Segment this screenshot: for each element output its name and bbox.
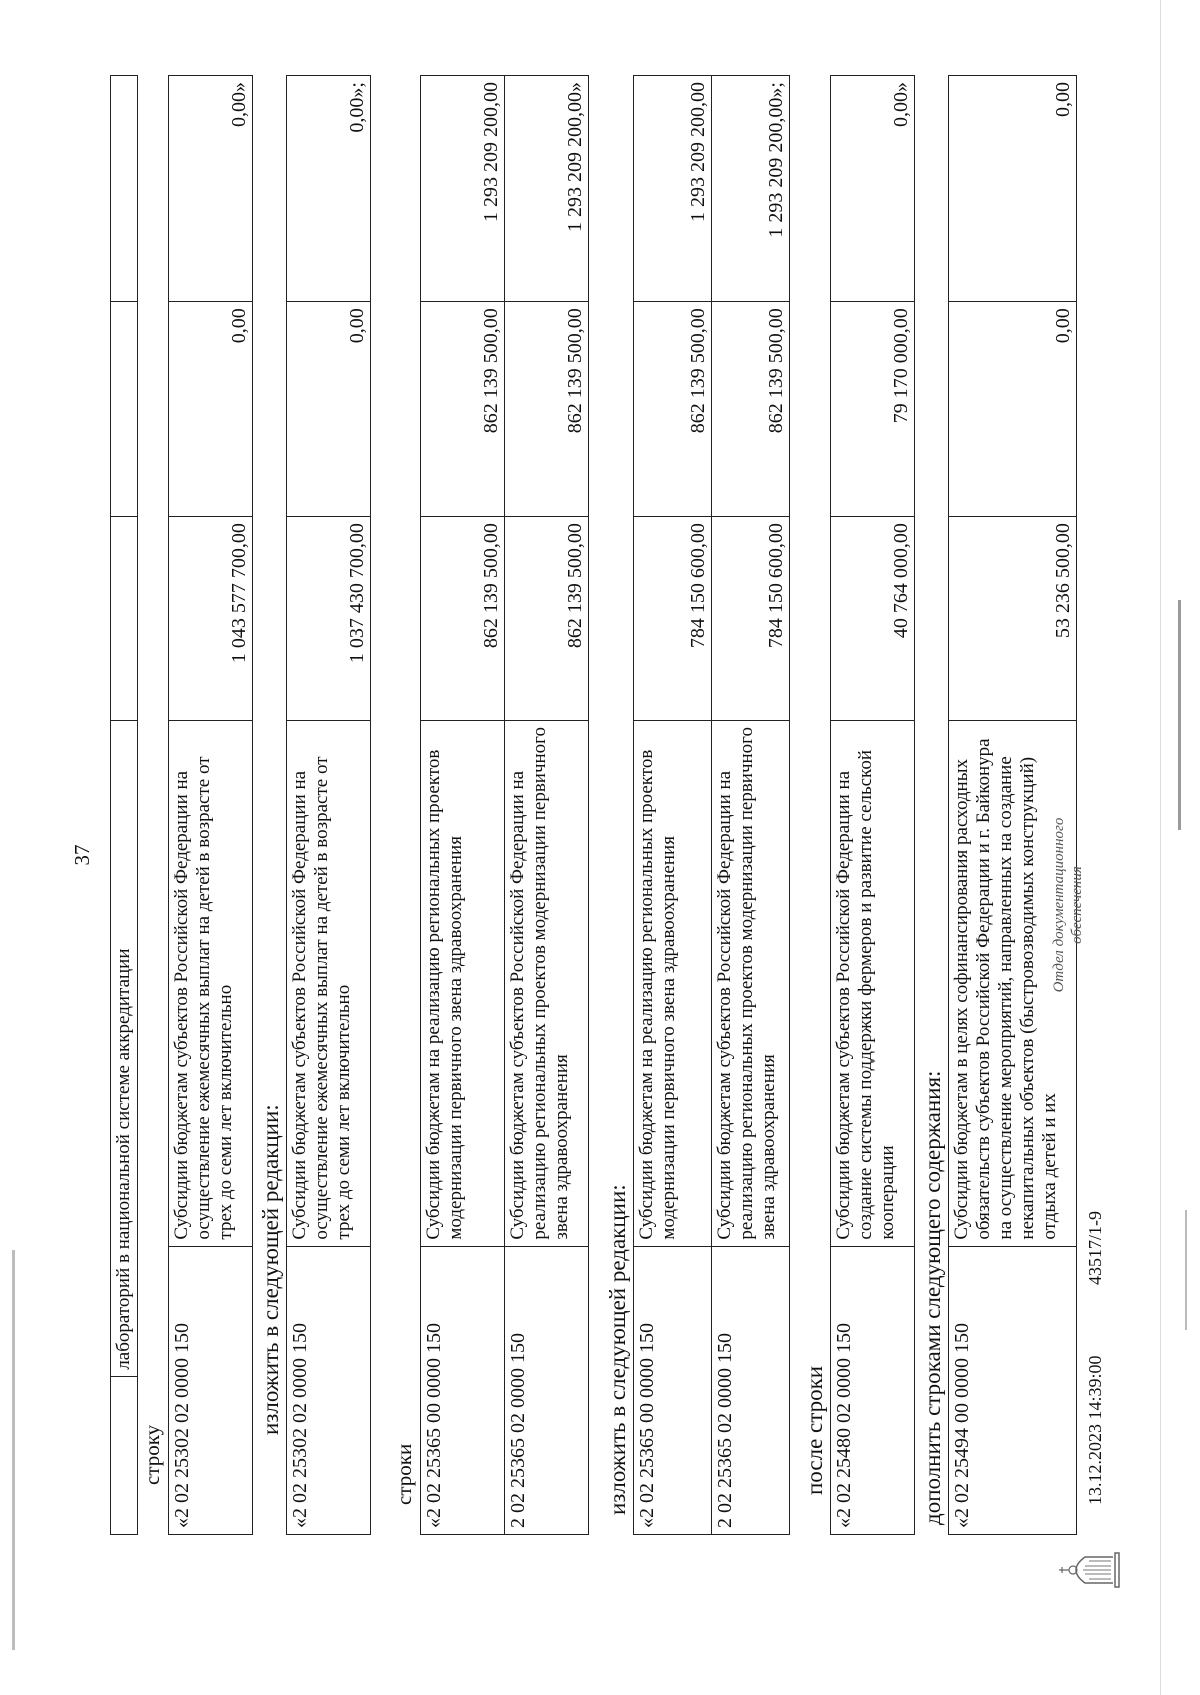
value-cell: 1 037 430 700,00 — [287, 517, 371, 721]
table-5 — [830, 75, 915, 1535]
value-cell: 0,00 — [169, 302, 253, 517]
table-row — [634, 76, 712, 1535]
value-cell: 53 236 500,00 — [949, 517, 1077, 721]
table-row — [169, 76, 253, 1535]
value-cell: 862 139 500,00 — [634, 302, 712, 517]
code-cell: «2 02 25302 02 0000 150 — [169, 1246, 253, 1534]
value-cell: 862 139 500,00 — [421, 302, 505, 517]
caption-stroku: строку — [140, 1424, 164, 1485]
caption-dopolnit: дополнить строками следующего содержания: — [920, 1070, 945, 1525]
value-cell: 0,00 — [949, 76, 1077, 302]
name-cell: Субсидии бюджетам субъектов Российской Федерации на реализацию региональных проектов модернизации первичного звена здравоохранения — [505, 720, 589, 1246]
value-cell: 79 170 000,00 — [831, 302, 915, 517]
value-cell: 1 293 209 200,00»; — [712, 76, 790, 302]
table-1 — [168, 75, 253, 1535]
table-row — [831, 76, 915, 1535]
scan-mark — [1178, 600, 1181, 830]
value-cell: 784 150 600,00 — [712, 517, 790, 721]
table-row — [421, 76, 505, 1535]
footer-datetime: 13.12.2023 14:39:00 — [1085, 1355, 1105, 1505]
page-number: 37 — [70, 844, 94, 866]
name-cell: Субсидии бюджетам субъектов Российской Федерации на создание системы поддержки фермеров и развитие сельской кооперации — [831, 720, 915, 1246]
value-cell: 0,00 — [949, 302, 1077, 517]
table-4 — [633, 75, 790, 1535]
name-cell: Субсидии бюджетам субъектов Российской Федерации на осуществление ежемесячных выплат на детей в возрасте от трех до семи лет включительно — [287, 720, 371, 1246]
value-cell: 1 293 209 200,00 — [634, 76, 712, 302]
value-cell: 1 043 577 700,00 — [169, 517, 253, 721]
name-cell: Субсидии бюджетам на реализацию региональных проектов модернизации первичного звена здравоохранения — [421, 720, 505, 1246]
caption-posle-stroki: после строки — [802, 1365, 827, 1495]
name-cell: Субсидии бюджетам субъектов Российской Федерации на реализацию региональных проектов модернизации первичного звена здравоохранения — [712, 720, 790, 1246]
empty-cell — [111, 1376, 138, 1534]
duma-emblem-icon — [1045, 1545, 1125, 1595]
value-cell: 0,00 — [287, 302, 371, 517]
table-row — [505, 76, 589, 1535]
value-cell: 862 139 500,00 — [712, 302, 790, 517]
stamp-line: обеспечения — [1069, 866, 1085, 944]
table-row — [111, 76, 138, 1535]
caption-stroki: строки — [392, 1443, 416, 1505]
document-page — [40, 55, 1160, 1615]
value-cell: 862 139 500,00 — [505, 302, 589, 517]
value-cell: 40 764 000,00 — [831, 517, 915, 721]
row-name: лабораторий в национальной системе аккредитации — [111, 720, 138, 1376]
empty-cell — [111, 76, 138, 302]
caption-izlozhit-2: изложить в следующей редакции: — [605, 1184, 630, 1515]
caption-izlozhit-1: изложить в следующей редакции: — [258, 1104, 283, 1435]
scan-mark — [12, 1250, 15, 1650]
code-cell: «2 02 25302 02 0000 150 — [287, 1246, 371, 1534]
name-cell: Субсидии бюджетам в целях софинансирования расходных обязательств субъектов Российской Федерации и г. Байконура на осуществление мероприятий, направленных на создание некапитальных объектов (быстровозводимых конструкций) отдыха детей и их — [949, 720, 1077, 1246]
code-cell: «2 02 25365 00 0000 150 — [421, 1246, 505, 1534]
name-cell: Субсидии бюджетам субъектов Российской Федерации на осуществление ежемесячных выплат на детей в возрасте от трех до семи лет включительно — [169, 720, 253, 1246]
value-cell: 0,00» — [169, 76, 253, 302]
scan-edge-line — [1160, 0, 1161, 1695]
stamp-line: Отдел документационного — [1051, 817, 1067, 993]
code-cell: «2 02 25365 00 0000 150 — [634, 1246, 712, 1534]
table-continuation — [110, 75, 138, 1535]
value-cell: 862 139 500,00 — [505, 517, 589, 721]
name-cell: Субсидии бюджетам на реализацию региональных проектов модернизации первичного звена здравоохранения — [634, 720, 712, 1246]
stamp-text — [1050, 755, 1086, 1055]
table-3 — [420, 75, 589, 1535]
code-cell: 2 02 25365 02 0000 150 — [505, 1246, 589, 1534]
value-cell: 862 139 500,00 — [421, 517, 505, 721]
value-cell: 784 150 600,00 — [634, 517, 712, 721]
table-row — [287, 76, 371, 1535]
table-2 — [286, 75, 371, 1535]
value-cell: 0,00» — [831, 76, 915, 302]
value-cell: 1 293 209 200,00 — [421, 76, 505, 302]
scan-mark — [1185, 1210, 1187, 1330]
code-cell: «2 02 25494 00 0000 150 — [949, 1246, 1077, 1534]
empty-cell — [111, 517, 138, 721]
code-cell: 2 02 25365 02 0000 150 — [712, 1246, 790, 1534]
footer-doc-code: 43517/1-9 — [1085, 1211, 1105, 1285]
value-cell: 1 293 209 200,00» — [505, 76, 589, 302]
value-cell: 0,00»; — [287, 76, 371, 302]
empty-cell — [111, 302, 138, 517]
table-row — [712, 76, 790, 1535]
code-cell: «2 02 25480 02 0000 150 — [831, 1246, 915, 1534]
